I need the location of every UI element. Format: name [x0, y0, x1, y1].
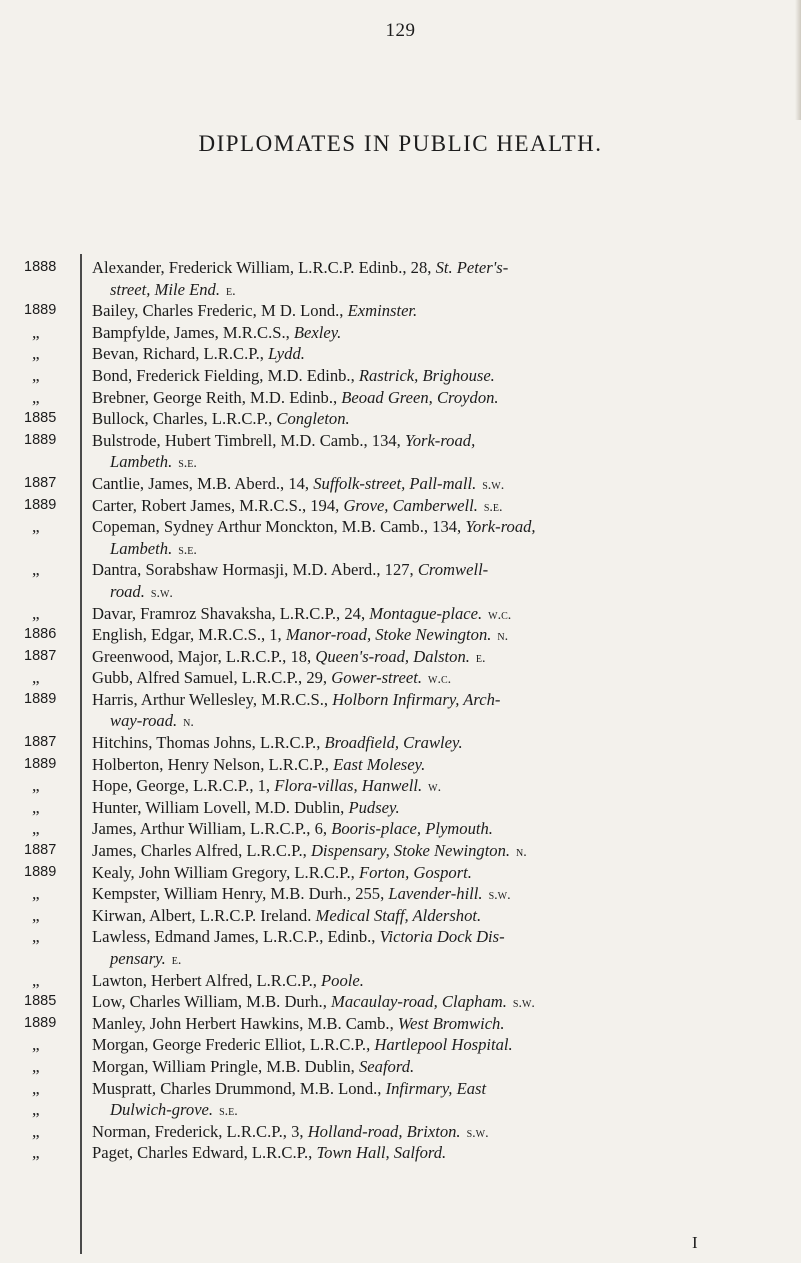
entry-name-qualification: Cantlie, James, M.B. Aberd., 14,: [92, 473, 314, 493]
diplomate-entry: [92, 430, 792, 473]
entry-address: Manor-road, Stoke Newington.: [285, 625, 492, 645]
entry-line: [92, 1078, 792, 1100]
entry-name-qualification: Kealy, John William Gregory, L.R.C.P.,: [92, 862, 359, 882]
year-ditto-mark: „: [32, 365, 40, 385]
year-label: 1888: [24, 259, 57, 275]
diplomate-entry: [92, 1078, 792, 1121]
year-ditto-mark: „: [32, 560, 40, 580]
entry-address: Hartlepool Hospital.: [374, 1035, 513, 1055]
year-ditto-mark: „: [32, 517, 40, 537]
diplomate-entry: [92, 797, 792, 819]
year-label: 1889: [24, 496, 57, 513]
year-ditto-mark: „: [32, 1121, 40, 1141]
entry-postal-district: s.w.: [482, 477, 505, 493]
entry-address: Booris-place, Plymouth.: [331, 819, 493, 839]
year-ditto-mark: „: [32, 344, 40, 364]
year-label: 1889: [24, 431, 57, 448]
entry-name-qualification: James, Arthur William, L.R.C.P., 6,: [92, 819, 332, 839]
entry-name-qualification: Bullock, Charles, L.R.C.P.,: [92, 409, 277, 429]
entry-postal-district: n.: [183, 715, 194, 731]
entry-address: Exminster.: [347, 301, 418, 321]
entry-name-qualification: James, Charles Alfred, L.R.C.P.,: [92, 841, 311, 861]
entry-name-qualification: Bulstrode, Hubert Timbrell, M.D. Camb., 134,: [92, 430, 405, 450]
entry-line: [92, 754, 792, 776]
entry-name-qualification: Dantra, Sorabshaw Hormasji, M.D. Aberd., 127,: [92, 560, 418, 580]
entry-name-qualification: Lawless, Edmand James, L.R.C.P., Edinb.,: [92, 927, 380, 947]
entry-postal-district: s.e.: [178, 542, 197, 558]
entry-postal-district: n.: [516, 845, 527, 861]
year-ditto-mark: „: [32, 1100, 40, 1120]
year-ditto-mark: „: [32, 819, 40, 839]
entry-address: Forton, Gosport.: [358, 862, 472, 882]
year-ditto-mark: „: [32, 1078, 40, 1098]
year-label: [24, 948, 74, 970]
entry-address: Congleton.: [276, 409, 350, 429]
diplomate-entry: [92, 646, 792, 668]
signature-mark: I: [692, 1233, 698, 1252]
entry-postal-district: e.: [225, 283, 236, 299]
entry-line: [92, 775, 792, 797]
entry-line: [92, 1142, 792, 1164]
entry-postal-district: n.: [497, 629, 509, 645]
diplomate-entry: [92, 408, 792, 430]
entry-postal-district: e.: [171, 953, 182, 968]
entry-continuation-line: [92, 948, 792, 970]
entry-name-qualification: English, Edgar, M.R.C.S., 1,: [92, 625, 286, 645]
entry-line: [92, 732, 792, 754]
year-label: 1887: [24, 647, 57, 664]
entry-address: Queen's-road, Dalston.: [315, 646, 470, 666]
diplomate-entry: [92, 603, 792, 625]
entry-name-qualification: Holberton, Henry Nelson, L.R.C.P.,: [92, 754, 334, 774]
entry-postal-district: s.w.: [488, 888, 511, 904]
year-ditto-mark: „: [32, 970, 40, 990]
diplomate-entry: [92, 343, 792, 365]
entry-name-qualification: Bevan, Richard, L.R.C.P.,: [92, 344, 269, 364]
year-ditto-mark: „: [32, 776, 40, 796]
entry-line: [92, 408, 792, 430]
entry-address: East Molesey.: [333, 754, 426, 774]
diplomate-entry: [92, 1121, 792, 1143]
entry-postal-district: s.w.: [150, 585, 173, 601]
entry-address: Suffolk-street, Pall-mall.: [313, 473, 477, 493]
entry-line: [92, 1034, 792, 1056]
year-label: [24, 581, 74, 603]
entry-address: Flora-villas, Hanwell.: [274, 776, 423, 796]
entry-postal-district: s.e.: [483, 499, 503, 515]
diplomate-entry: [92, 926, 792, 969]
year-label: [24, 710, 74, 732]
diplomate-list: [92, 257, 792, 1164]
entry-address: York-road,: [465, 517, 536, 537]
entry-continuation-line: [92, 581, 792, 603]
diplomate-entry: [92, 300, 792, 322]
entry-line: [92, 840, 792, 862]
entry-postal-district: s.e.: [178, 456, 197, 472]
entry-line: [92, 862, 792, 884]
diplomate-entry: [92, 883, 792, 905]
year-ditto-mark: „: [32, 668, 40, 688]
year-label: 1886: [24, 626, 57, 643]
year-ditto-mark: „: [32, 1035, 40, 1055]
entry-line: [92, 495, 792, 517]
entry-line: [92, 797, 792, 819]
entry-line: [92, 365, 792, 387]
year-label: [24, 538, 74, 560]
entry-line: [92, 516, 792, 538]
diplomate-entry: [92, 840, 792, 862]
entry-address: West Bromwich.: [397, 1013, 505, 1033]
diplomate-entry: [92, 559, 792, 602]
entry-line: [92, 1056, 792, 1078]
year-label: 1889: [24, 863, 57, 880]
year-label: [24, 451, 74, 473]
entry-name-qualification: Kirwan, Albert, L.R.C.P. Ireland.: [92, 905, 316, 925]
entry-name-qualification: Brebner, George Reith, M.D. Edinb.,: [92, 387, 342, 407]
entry-address: Town Hall, Salford.: [316, 1143, 447, 1163]
year-ditto-mark: „: [32, 905, 40, 925]
year-ditto-mark: „: [32, 1143, 40, 1163]
year-label: 1887: [24, 842, 57, 859]
entry-name-qualification: Morgan, William Pringle, M.B. Dublin,: [92, 1056, 359, 1076]
year-ditto-mark: „: [32, 884, 40, 904]
entry-address: Gower-street.: [331, 668, 422, 688]
diplomate-entry: [92, 818, 792, 840]
entry-address: Macaulay-road, Clapham.: [331, 992, 507, 1012]
entry-postal-district: w.c.: [488, 607, 512, 623]
entry-name-qualification: Gubb, Alfred Samuel, L.R.C.P., 29,: [92, 668, 332, 688]
entry-address: Lavender-hill.: [388, 884, 483, 904]
entry-name-qualification: Low, Charles William, M.B. Durh.,: [92, 992, 331, 1012]
entry-address: Dulwich-grove.: [110, 1100, 214, 1120]
diplomate-entry: [92, 1013, 792, 1035]
entry-address: Holborn Infirmary, Arch-: [332, 689, 501, 709]
diplomate-entry: [92, 970, 792, 992]
entry-name-qualification: Lawton, Herbert Alfred, L.R.C.P.,: [92, 970, 322, 990]
entry-address: Holland-road, Brixton.: [307, 1121, 461, 1141]
year-ditto-mark: „: [32, 797, 40, 817]
entry-name-qualification: Harris, Arthur Wellesley, M.R.C.S.,: [92, 689, 333, 709]
entry-address: Seaford.: [358, 1056, 415, 1076]
entry-address: Rastrick, Brighouse.: [358, 365, 495, 385]
entry-address: Broadfield, Crawley.: [324, 733, 463, 753]
diplomate-entry: [92, 1142, 792, 1164]
entry-continuation-line: [92, 710, 792, 732]
entry-name-qualification: Davar, Framroz Shavaksha, L.R.C.P., 24,: [92, 603, 370, 623]
diplomate-entry: [92, 1056, 792, 1078]
entry-line: [92, 646, 792, 668]
entry-address: Dispensary, Stoke Newington.: [310, 841, 511, 861]
entry-postal-district: s.w.: [512, 996, 535, 1012]
entry-continuation-line: [92, 538, 792, 560]
year-ditto-mark: „: [32, 387, 40, 407]
year-label: 1885: [24, 993, 57, 1010]
diplomate-entry: [92, 516, 792, 559]
year-label: 1889: [24, 690, 57, 707]
year-ditto-mark: „: [32, 927, 40, 947]
entry-name-qualification: Morgan, George Frederic Elliot, L.R.C.P.,: [92, 1035, 375, 1055]
entry-name-qualification: Bampfylde, James, M.R.C.S.,: [92, 322, 294, 342]
entry-line: [92, 559, 792, 581]
entry-address: road.: [110, 581, 145, 601]
entry-line: [92, 473, 792, 495]
year-label: 1889: [24, 755, 57, 772]
entry-line: [92, 883, 792, 905]
entry-name-qualification: Paget, Charles Edward, L.R.C.P.,: [92, 1143, 317, 1163]
year-label: [24, 279, 74, 301]
entry-name-qualification: Bond, Frederick Fielding, M.D. Edinb.,: [92, 365, 359, 385]
entry-line: [92, 905, 792, 927]
entry-name-qualification: Greenwood, Major, L.R.C.P., 18,: [92, 646, 316, 666]
entry-postal-district: s.w.: [466, 1125, 489, 1141]
entry-continuation-line: [92, 279, 792, 301]
entry-name-qualification: Norman, Frederick, L.R.C.P., 3,: [92, 1121, 308, 1141]
entry-line: [92, 1013, 792, 1035]
diplomate-entry: [92, 387, 792, 409]
entry-address: Infirmary, East: [385, 1078, 487, 1098]
year-column: [24, 257, 74, 1164]
entry-address: York-road,: [404, 430, 476, 450]
diplomate-entry: [92, 862, 792, 884]
entry-postal-district: w.c.: [428, 672, 452, 688]
year-ditto-mark: „: [32, 603, 40, 623]
diplomate-entry: [92, 905, 792, 927]
year-label: 1887: [24, 734, 57, 751]
entry-line: [92, 970, 792, 992]
year-label: 1885: [24, 410, 57, 427]
entry-address: street, Mile End.: [110, 279, 220, 299]
entry-address: way-road.: [110, 711, 178, 731]
entry-address: Beoad Green, Croydon.: [341, 387, 499, 407]
diplomate-entry: [92, 257, 792, 300]
year-label: 1889: [24, 302, 57, 319]
entry-postal-district: e.: [475, 650, 486, 666]
page-edge-shadow: [795, 0, 801, 120]
entry-address: Victoria Dock Dis-: [379, 927, 505, 947]
diplomate-entry: [92, 624, 792, 646]
diplomate-entry: [92, 991, 792, 1013]
entry-address: St. Peter's-: [435, 258, 509, 277]
entry-line: [92, 322, 792, 344]
diplomate-entry: [92, 495, 792, 517]
entry-line: [92, 818, 792, 840]
entry-address: pensary.: [110, 949, 166, 968]
entry-line: [92, 257, 792, 279]
entry-address: Lambeth.: [110, 538, 173, 558]
entry-address: Pudsey.: [348, 797, 400, 817]
diplomate-entry: [92, 689, 792, 732]
entry-address: Montague-place.: [369, 603, 483, 623]
entry-address: Cromwell-: [417, 560, 489, 580]
year-ditto-mark: „: [32, 1056, 40, 1076]
year-label: 1889: [24, 1014, 57, 1031]
entry-continuation-line: [92, 1099, 792, 1121]
page-number: 129: [385, 20, 416, 41]
diplomate-entry: [92, 1034, 792, 1056]
column-divider: [80, 254, 82, 1254]
entry-continuation-line: [92, 451, 792, 473]
diplomate-entry: [92, 473, 792, 495]
diplomate-entry: [92, 365, 792, 387]
entry-address: Medical Staff, Aldershot.: [315, 905, 482, 925]
entry-line: [92, 300, 792, 322]
entry-address: Grove, Camberwell.: [343, 495, 478, 515]
entry-line: [92, 926, 792, 948]
entry-name-qualification: Copeman, Sydney Arthur Monckton, M.B. Camb., 134,: [92, 517, 466, 537]
diplomate-entry: [92, 322, 792, 344]
entry-name-qualification: Carter, Robert James, M.R.C.S., 194,: [92, 495, 344, 515]
entry-postal-district: w.: [428, 780, 442, 796]
entry-line: [92, 430, 792, 452]
diplomate-entry: [92, 732, 792, 754]
entry-line: [92, 667, 792, 689]
year-ditto-mark: „: [32, 322, 40, 342]
entry-line: [92, 603, 792, 625]
entry-name-qualification: Muspratt, Charles Drummond, M.B. Lond.,: [92, 1078, 386, 1098]
diplomate-entry: [92, 775, 792, 797]
entry-name-qualification: Hitchins, Thomas Johns, L.R.C.P.,: [92, 733, 325, 753]
entry-line: [92, 343, 792, 365]
entry-line: [92, 689, 792, 711]
entry-line: [92, 1121, 792, 1143]
entry-name-qualification: Hope, George, L.R.C.P., 1,: [92, 776, 275, 796]
entry-address: Lambeth.: [110, 452, 173, 472]
entry-address: Bexley.: [293, 322, 342, 342]
entry-address: Lydd.: [268, 344, 305, 364]
entry-name-qualification: Kempster, William Henry, M.B. Durh., 255,: [92, 884, 389, 904]
entry-postal-district: s.e.: [219, 1104, 238, 1120]
year-label: 1887: [24, 474, 57, 491]
page-title: DIPLOMATES IN PUBLIC HEALTH.: [198, 131, 603, 157]
diplomate-entry: [92, 667, 792, 689]
diplomate-entry: [92, 754, 792, 776]
entry-line: [92, 991, 792, 1013]
entry-name-qualification: Hunter, William Lovell, M.D. Dublin,: [92, 797, 349, 817]
entry-address: Poole.: [321, 970, 364, 990]
entry-name-qualification: Alexander, Frederick William, L.R.C.P. Edinb., 28,: [92, 258, 436, 277]
entry-name-qualification: Manley, John Herbert Hawkins, M.B. Camb.,: [92, 1013, 398, 1033]
entry-name-qualification: Bailey, Charles Frederic, M D. Lond.,: [92, 301, 348, 321]
entry-line: [92, 387, 792, 409]
entry-line: [92, 624, 792, 646]
